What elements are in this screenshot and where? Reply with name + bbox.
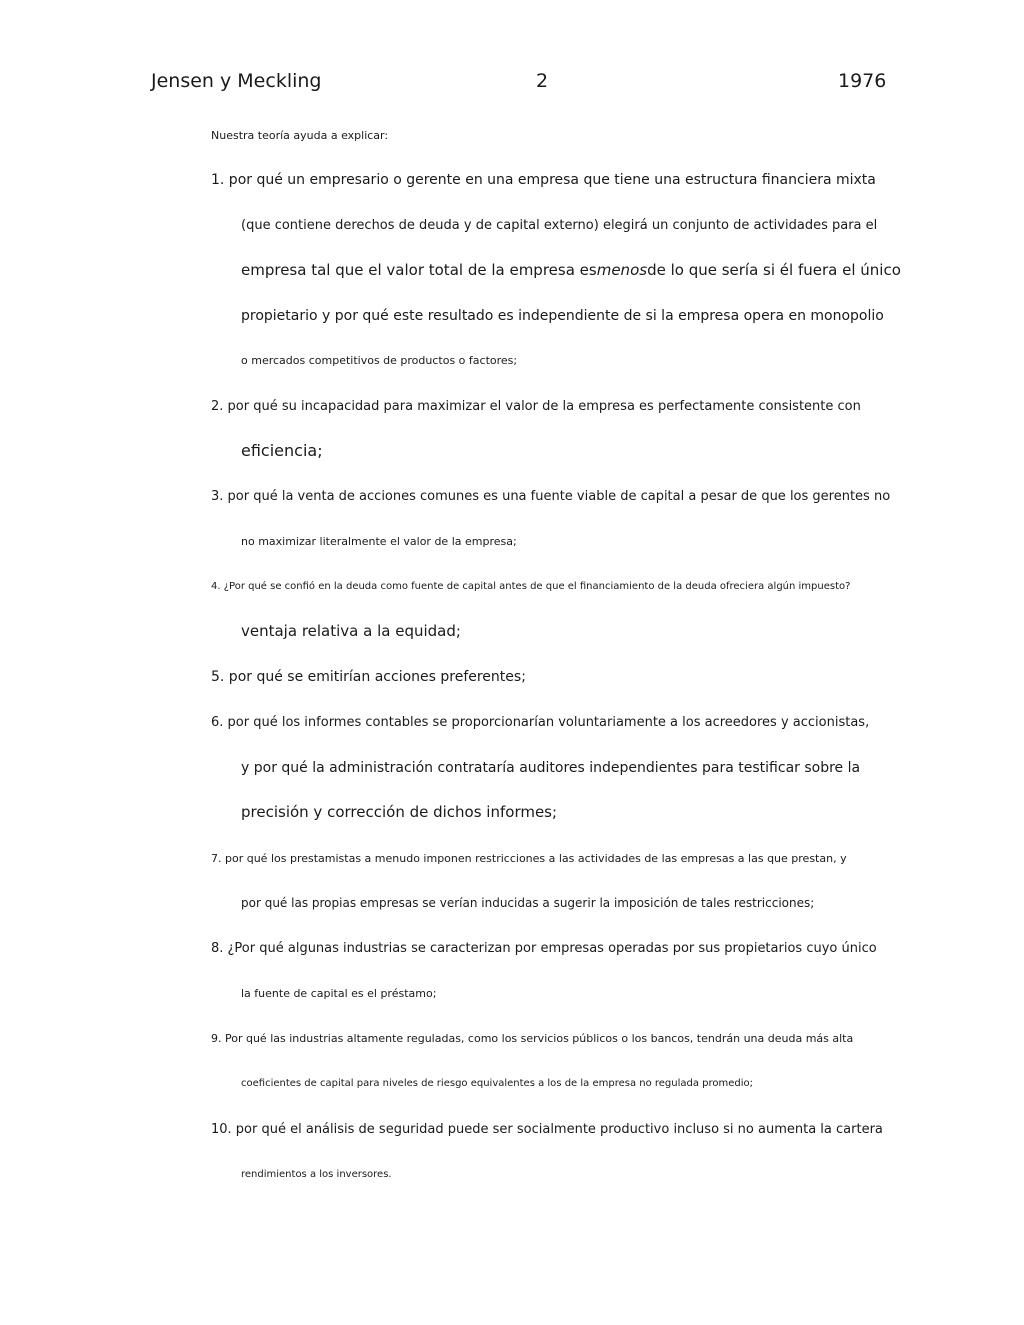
emphasis-text: menos xyxy=(596,261,648,279)
list-item-continuation: eficiencia; xyxy=(241,441,323,460)
list-item-first-line: 4. ¿Por qué se confió en la deuda como fuente de capital antes de que el financiamiento de la deuda ofreciera algún impuesto? xyxy=(211,581,851,592)
list-item-first-line: 7. por qué los prestamistas a menudo imponen restricciones a las actividades de las empresas a las que prestan, y xyxy=(211,852,847,865)
list-item-continuation: precisión y corrección de dichos informes; xyxy=(241,803,558,821)
list-item-first-line: 9. Por qué las industrias altamente reguladas, como los servicios públicos o los bancos, tendrán una deuda más alta xyxy=(211,1032,854,1045)
page-number: 2 xyxy=(536,70,549,92)
list-item-first-line: 6. por qué los informes contables se proporcionarían voluntariamente a los acreedores y accionistas, xyxy=(211,715,870,730)
list-item-continuation: coeficientes de capital para niveles de riesgo equivalentes a los de la empresa no regulada promedio; xyxy=(241,1078,754,1089)
list-item-first-line: 3. por qué la venta de acciones comunes es una fuente viable de capital a pesar de que los gerentes no xyxy=(211,489,891,504)
list-item-first-line: 10. por qué el análisis de seguridad puede ser socialmente productivo incluso si no aumenta la cartera xyxy=(211,1122,883,1137)
list-item-continuation: propietario y por qué este resultado es independiente de si la empresa opera en monopolio xyxy=(241,308,884,324)
list-item-continuation xyxy=(241,263,901,278)
text-segment: empresa tal que el valor total de la empresa es xyxy=(241,261,597,279)
list-item-continuation: rendimientos a los inversores. xyxy=(241,1169,392,1180)
intro-text: Nuestra teoría ayuda a explicar: xyxy=(211,129,389,142)
list-item-continuation: la fuente de capital es el préstamo; xyxy=(241,987,437,1000)
header-authors: Jensen y Meckling xyxy=(151,70,322,92)
list-item-continuation: no maximizar literalmente el valor de la empresa; xyxy=(241,535,517,548)
list-item-continuation: (que contiene derechos de deuda y de capital externo) elegirá un conjunto de actividades para el xyxy=(241,218,878,233)
list-item-first-line: 5. por qué se emitirían acciones preferentes; xyxy=(211,669,526,685)
list-item-continuation: ventaja relativa a la equidad; xyxy=(241,622,461,640)
list-item-continuation: y por qué la administración contrataría auditores independientes para testificar sobre la xyxy=(241,760,861,776)
list-item-continuation: por qué las propias empresas se verían inducidas a sugerir la imposición de tales restricciones; xyxy=(241,896,815,910)
list-item-first-line: 8. ¿Por qué algunas industrias se caracterizan por empresas operadas por sus propietarios cuyo único xyxy=(211,941,877,956)
list-item-continuation: o mercados competitivos de productos o factores; xyxy=(241,354,518,367)
text-segment: de lo que sería si él fuera el único xyxy=(647,261,901,279)
list-item-first-line: 2. por qué su incapacidad para maximizar el valor de la empresa es perfectamente consistente con xyxy=(211,399,861,414)
header-year: 1976 xyxy=(838,70,887,92)
list-item-first-line: 1. por qué un empresario o gerente en una empresa que tiene una estructura financiera mixta xyxy=(211,172,876,188)
